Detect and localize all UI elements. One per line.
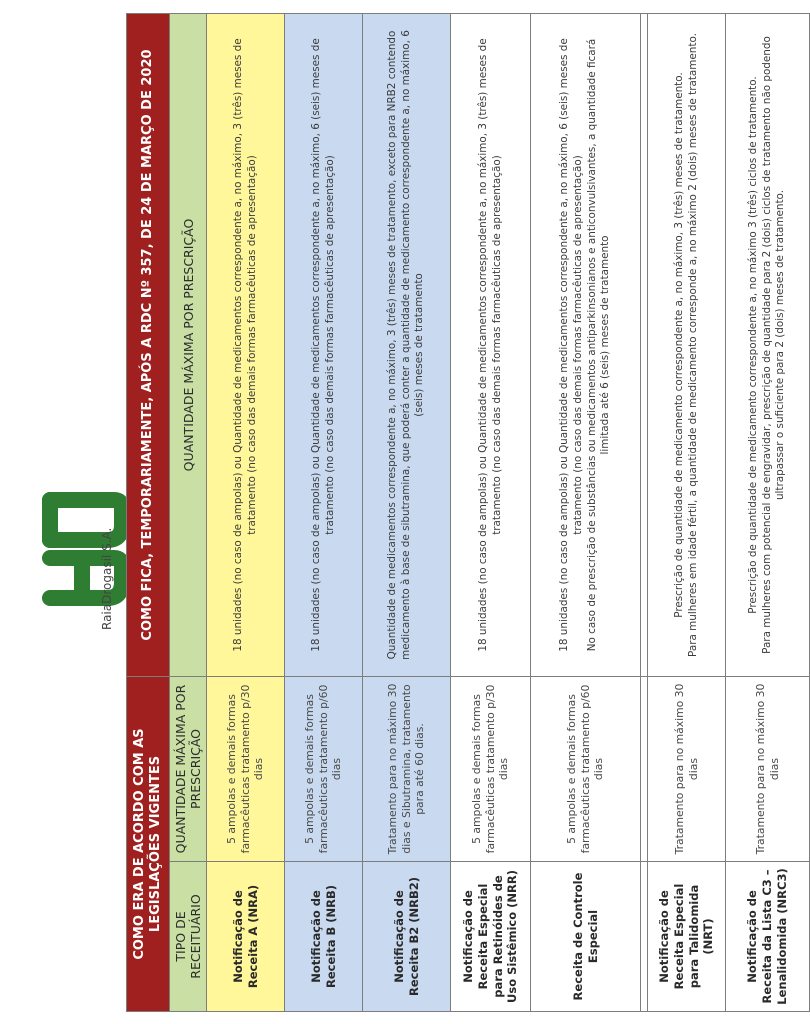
row-new-nrr: 18 unidades (no caso de ampolas) ou Quantidade de medicamentos correspondente a, no máximo, 3 (três) meses de tratamento (no caso das demais formas farmacêuticas de apresentação) bbox=[451, 14, 531, 677]
left-header-title: COMO ERA DE ACORDO COM AS LEGISLAÇÕES VIGENTES bbox=[127, 677, 170, 1012]
table-row bbox=[207, 14, 285, 1012]
row-new-rce bbox=[531, 14, 641, 677]
table-row bbox=[285, 14, 363, 1012]
col-header-new-qty: QUANTIDADE MÁXIMA POR PRESCRIÇÃO bbox=[170, 14, 207, 677]
prescription-table bbox=[126, 13, 810, 1012]
row-type-nrt: Notificação de Receita Especial para Talidomida (NRT) bbox=[648, 862, 726, 1012]
row-new-nrc3-part-a: Prescrição de quantidade de medicamento correspondente a, no máximo 3 (três) ciclos de tratamento. bbox=[747, 76, 760, 614]
row-old-nrt: Tratamento para no máximo 30 dias bbox=[648, 677, 726, 862]
col-header-type: TIPO DE RECEITUÁRIO bbox=[170, 862, 207, 1012]
row-new-nra: 18 unidades (no caso de ampolas) ou Quantidade de medicamentos correspondente a, no máximo, 3 (três) meses de tratamento (no caso das demais formas farmacêuticas de apresentação) bbox=[207, 14, 285, 677]
row-old-nrc3: Tratamento para no máximo 30 dias bbox=[726, 677, 810, 862]
row-new-nrc3 bbox=[726, 14, 810, 677]
row-new-nrc3-part-b: Para mulheres com potencial de engravidar, prescrição de quantidade para 2 (dois) ciclos de tratamento não podendo ultrapassar o suficiente para 2 (dois) meses de tratamento. bbox=[760, 36, 787, 654]
row-new-nrb2: Quantidade de medicamentos correspondente a, no máximo, 3 (três) meses de tratamento, exceto para NRB2 contendo medicamento à base de sibutramina, que poderá conter a quantidade de medicamento correspondente a, no máximo, 6 (seis) meses de tratamento bbox=[363, 14, 451, 677]
right-header-title: COMO FICA, TEMPORARIAMENTE, APÓS A RDC Nº 357, DE 24 DE MARÇO DE 2020 bbox=[127, 14, 170, 677]
row-new-nrt-part-b: Para mulheres em idade fértil, a quantidade de medicamento corresponde a, no máximo 2 (dois) meses de tratamento. bbox=[686, 33, 699, 657]
row-old-nra: 5 ampolas e demais formas farmacêuticas tratamento p/30 dias bbox=[207, 677, 285, 862]
row-old-rce: 5 ampolas e demais formas farmacêuticas tratamento p/60 dias bbox=[531, 677, 641, 862]
row-type-nrb: Notificação de Receita B (NRB) bbox=[285, 862, 363, 1012]
row-new-rce-part-a: 18 unidades (no caso de ampolas) ou Quantidade de medicamentos correspondente a, no máximo, 6 (seis) meses de tratamento (no caso das demais formas farmacêuticas de apresentação) bbox=[558, 38, 584, 652]
row-new-nrt bbox=[648, 14, 726, 677]
table-row bbox=[451, 14, 531, 1012]
rotated-table-wrapper bbox=[126, 14, 789, 1012]
row-type-nrb2: Notificação de Receita B2 (NRB2) bbox=[363, 862, 451, 1012]
row-old-nrr: 5 ampolas e demais formas farmacêuticas tratamento p/30 dias bbox=[451, 677, 531, 862]
row-new-rce-part-b: No caso de prescrição de substâncias ou medicamentos antiparkinsonianos e anticonvulsivantes, a quantidade ficará limitada até 6 (seis) meses de tratamento bbox=[585, 38, 612, 652]
row-type-nrr: Notificação de Receita Especial para Retinóides de Uso Sistêmico (NRR) bbox=[451, 862, 531, 1012]
row-old-nrb: 5 ampolas e demais formas farmacêuticas tratamento p/60 dias bbox=[285, 677, 363, 862]
row-type-rce: Receita de Controle Especial bbox=[531, 862, 641, 1012]
row-old-nrb2: Tratamento para no máximo 30 dias e Sibutramina, tratamento para até 60 dias. bbox=[363, 677, 451, 862]
table-row bbox=[726, 14, 810, 1012]
company-name-label: RaiaDrogasil S.A. bbox=[100, 527, 114, 630]
row-type-nra: Notificação de Receita A (NRA) bbox=[207, 862, 285, 1012]
table-row bbox=[363, 14, 451, 1012]
row-new-nrt-part-a: Prescrição de quantidade de medicamento correspondente a, no máximo, 3 (três) meses de tratamento. bbox=[672, 72, 685, 618]
col-header-old-qty: QUANTIDADE MÁXIMA POR PRESCRIÇÃO bbox=[170, 677, 207, 862]
row-type-nrc3: Notificação de Receita da Lista C3 – Lenalidomida (NRC3) bbox=[726, 862, 810, 1012]
table-row bbox=[648, 14, 726, 1012]
row-separator bbox=[641, 14, 648, 1012]
row-new-nrb: 18 unidades (no caso de ampolas) ou Quantidade de medicamentos correspondente a, no máximo, 6 (seis) meses de tratamento (no caso das demais formas farmacêuticas de apresentação) bbox=[285, 14, 363, 677]
table-row bbox=[531, 14, 641, 1012]
